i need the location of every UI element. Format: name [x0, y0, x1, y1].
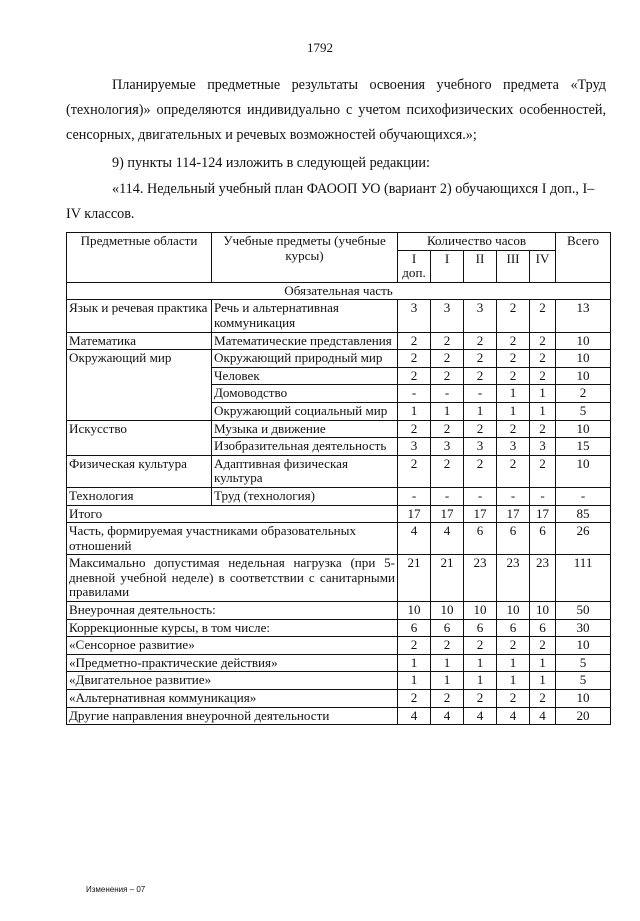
total-cell: 2	[556, 385, 611, 403]
summary-label: «Альтернативная коммуникация»	[67, 690, 398, 708]
total-cell: 13	[556, 300, 611, 332]
hours-cell: 3	[464, 300, 497, 332]
hours-cell: -	[530, 487, 556, 505]
hours-cell: 6	[530, 523, 556, 555]
paragraph-clause-114: «114. Недельный учебный план ФАООП УО (вариант 2) обучающихся I доп., I–IV классов.	[66, 181, 595, 222]
hours-cell: 4	[530, 707, 556, 725]
hours-cell: 1	[497, 385, 530, 403]
header-grade: III	[497, 250, 530, 282]
hours-cell: 2	[464, 367, 497, 385]
section-mandatory: Обязательная часть	[67, 282, 611, 300]
hours-cell: -	[431, 385, 464, 403]
hours-cell: 1	[530, 672, 556, 690]
hours-cell: 4	[464, 707, 497, 725]
hours-cell: 1	[530, 385, 556, 403]
summary-row	[67, 637, 611, 655]
hours-cell: 3	[398, 438, 431, 456]
hours-cell: 4	[431, 707, 464, 725]
hours-cell: 2	[497, 350, 530, 368]
subject-row	[67, 420, 611, 438]
total-cell: 15	[556, 438, 611, 456]
hours-cell: 4	[398, 523, 431, 555]
total-cell: 30	[556, 619, 611, 637]
subject-cell: Окружающий социальный мир	[212, 402, 398, 420]
hours-cell: -	[398, 385, 431, 403]
hours-cell: 17	[497, 505, 530, 523]
hours-cell: 1	[497, 654, 530, 672]
subject-cell: Музыка и движение	[212, 420, 398, 438]
hours-cell: 2	[431, 420, 464, 438]
hours-cell: 2	[497, 300, 530, 332]
hours-cell: 2	[398, 637, 431, 655]
hours-cell: 2	[464, 350, 497, 368]
area-cell: Искусство	[67, 420, 212, 455]
hours-cell: 2	[464, 690, 497, 708]
hours-cell: 1	[431, 654, 464, 672]
hours-cell: -	[464, 385, 497, 403]
hours-cell: 2	[530, 455, 556, 487]
hours-cell: 2	[431, 455, 464, 487]
hours-cell: 3	[398, 300, 431, 332]
hours-cell: 2	[464, 455, 497, 487]
hours-cell: 21	[398, 555, 431, 602]
weekly-curriculum-table	[66, 232, 611, 725]
hours-cell: 1	[398, 672, 431, 690]
header-row	[67, 233, 611, 251]
area-cell: Технология	[67, 487, 212, 505]
hours-cell: 1	[497, 672, 530, 690]
area-cell: Математика	[67, 332, 212, 350]
subject-row	[67, 350, 611, 368]
hours-cell: 3	[464, 438, 497, 456]
hours-cell: 1	[464, 672, 497, 690]
summary-label: Коррекционные курсы, в том числе:	[67, 619, 398, 637]
hours-cell: 2	[497, 690, 530, 708]
header-grade: I	[431, 250, 464, 282]
hours-cell: 2	[464, 637, 497, 655]
total-cell: 5	[556, 402, 611, 420]
total-cell: 85	[556, 505, 611, 523]
hours-cell: 17	[398, 505, 431, 523]
hours-cell: 1	[497, 402, 530, 420]
total-cell: 10	[556, 420, 611, 438]
hours-cell: 2	[530, 300, 556, 332]
hours-cell: 6	[497, 523, 530, 555]
hours-cell: 6	[398, 619, 431, 637]
hours-cell: 1	[398, 654, 431, 672]
header-subjects: Учебные предметы (учебные курсы)	[212, 233, 398, 283]
summary-label: Внеурочная деятельность:	[67, 602, 398, 620]
hours-cell: 6	[464, 619, 497, 637]
hours-cell: 2	[398, 455, 431, 487]
hours-cell: 1	[398, 402, 431, 420]
hours-cell: 2	[431, 690, 464, 708]
total-cell: 20	[556, 707, 611, 725]
hours-cell: 3	[431, 438, 464, 456]
area-cell: Физическая культура	[67, 455, 212, 487]
hours-cell: 2	[398, 350, 431, 368]
hours-cell: -	[398, 487, 431, 505]
hours-cell: 2	[497, 637, 530, 655]
hours-cell: 2	[530, 332, 556, 350]
total-cell: 10	[556, 637, 611, 655]
hours-cell: 2	[464, 332, 497, 350]
hours-cell: 10	[431, 602, 464, 620]
summary-label: «Двигательное развитие»	[67, 672, 398, 690]
hours-cell: 17	[530, 505, 556, 523]
total-cell: 111	[556, 555, 611, 602]
summary-row	[67, 505, 611, 523]
hours-cell: -	[497, 487, 530, 505]
area-cell: Язык и речевая практика	[67, 300, 212, 332]
summary-label: Итого	[67, 505, 398, 523]
header-grade: II	[464, 250, 497, 282]
hours-cell: 6	[464, 523, 497, 555]
hours-cell: 2	[431, 637, 464, 655]
header-grade: I доп.	[398, 250, 431, 282]
subject-row	[67, 300, 611, 332]
hours-cell: 2	[530, 690, 556, 708]
subject-row	[67, 487, 611, 505]
subject-cell: Математические представления	[212, 332, 398, 350]
hours-cell: 4	[431, 523, 464, 555]
summary-row	[67, 690, 611, 708]
subject-cell: Адаптивная физическая культура	[212, 455, 398, 487]
summary-label: Максимально допустимая недельная нагрузка (при 5-дневной учебной неделе) в соответствии с санитарными правилами	[67, 555, 398, 602]
hours-cell: 6	[431, 619, 464, 637]
summary-row	[67, 672, 611, 690]
summary-label: Часть, формируемая участниками образовательных отношений	[67, 523, 398, 555]
header-areas: Предметные области	[67, 233, 212, 283]
paragraph-clause-9: 9) пункты 114-124 изложить в следующей редакции:	[112, 155, 430, 171]
total-cell: 26	[556, 523, 611, 555]
paragraph-results: Планируемые предметные результаты освоения учебного предмета «Труд (технология)» определяются индивидуально с учетом психофизических особенностей, сенсорных, двигательных и речевых возможностей обучающихся.»;	[66, 77, 606, 143]
hours-cell: 1	[431, 402, 464, 420]
hours-cell: 2	[530, 637, 556, 655]
hours-cell: 23	[464, 555, 497, 602]
hours-cell: 23	[497, 555, 530, 602]
hours-cell: 6	[497, 619, 530, 637]
hours-cell: 2	[530, 420, 556, 438]
subject-cell: Домоводство	[212, 385, 398, 403]
hours-cell: 2	[497, 455, 530, 487]
hours-cell: 2	[497, 420, 530, 438]
total-cell: -	[556, 487, 611, 505]
header-grade: IV	[530, 250, 556, 282]
summary-label: «Сенсорное развитие»	[67, 637, 398, 655]
hours-cell: 6	[530, 619, 556, 637]
hours-cell: 10	[497, 602, 530, 620]
subject-row	[67, 455, 611, 487]
hours-cell: 4	[497, 707, 530, 725]
total-cell: 10	[556, 455, 611, 487]
subject-cell: Труд (технология)	[212, 487, 398, 505]
hours-cell: 1	[464, 654, 497, 672]
subject-cell: Окружающий природный мир	[212, 350, 398, 368]
header-total: Всего	[556, 233, 611, 283]
hours-cell: 3	[530, 438, 556, 456]
subject-cell: Изобразительная деятельность	[212, 438, 398, 456]
hours-cell: -	[464, 487, 497, 505]
area-cell: Окружающий мир	[67, 350, 212, 420]
subject-row	[67, 332, 611, 350]
summary-row	[67, 523, 611, 555]
summary-row	[67, 555, 611, 602]
subject-cell: Человек	[212, 367, 398, 385]
hours-cell: 4	[398, 707, 431, 725]
summary-row	[67, 654, 611, 672]
total-cell: 50	[556, 602, 611, 620]
total-cell: 10	[556, 367, 611, 385]
header-hours: Количество часов	[398, 233, 556, 251]
hours-cell: 2	[497, 367, 530, 385]
hours-cell: 2	[497, 332, 530, 350]
hours-cell: 2	[398, 420, 431, 438]
hours-cell: 10	[530, 602, 556, 620]
total-cell: 5	[556, 654, 611, 672]
hours-cell: 2	[431, 332, 464, 350]
hours-cell: 2	[398, 332, 431, 350]
subject-cell: Речь и альтернативная коммуникация	[212, 300, 398, 332]
summary-row	[67, 619, 611, 637]
hours-cell: 1	[530, 654, 556, 672]
hours-cell: 2	[431, 350, 464, 368]
total-cell: 10	[556, 690, 611, 708]
hours-cell: 23	[530, 555, 556, 602]
hours-cell: 2	[464, 420, 497, 438]
hours-cell: 17	[464, 505, 497, 523]
summary-label: Другие направления внеурочной деятельности	[67, 707, 398, 725]
hours-cell: 3	[497, 438, 530, 456]
hours-cell: 21	[431, 555, 464, 602]
page-number: 1792	[307, 40, 333, 55]
hours-cell: 2	[431, 367, 464, 385]
section-row	[67, 282, 611, 300]
hours-cell: 2	[530, 367, 556, 385]
total-cell: 10	[556, 350, 611, 368]
hours-cell: 1	[431, 672, 464, 690]
hours-cell: 1	[530, 402, 556, 420]
hours-cell: 2	[398, 690, 431, 708]
hours-cell: 2	[530, 350, 556, 368]
hours-cell: -	[431, 487, 464, 505]
hours-cell: 10	[398, 602, 431, 620]
hours-cell: 10	[464, 602, 497, 620]
hours-cell: 1	[464, 402, 497, 420]
hours-cell: 2	[398, 367, 431, 385]
summary-row	[67, 602, 611, 620]
footer-note: Изменения – 07	[86, 885, 146, 894]
hours-cell: 3	[431, 300, 464, 332]
hours-cell: 17	[431, 505, 464, 523]
total-cell: 10	[556, 332, 611, 350]
summary-label: «Предметно-практические действия»	[67, 654, 398, 672]
summary-row	[67, 707, 611, 725]
total-cell: 5	[556, 672, 611, 690]
